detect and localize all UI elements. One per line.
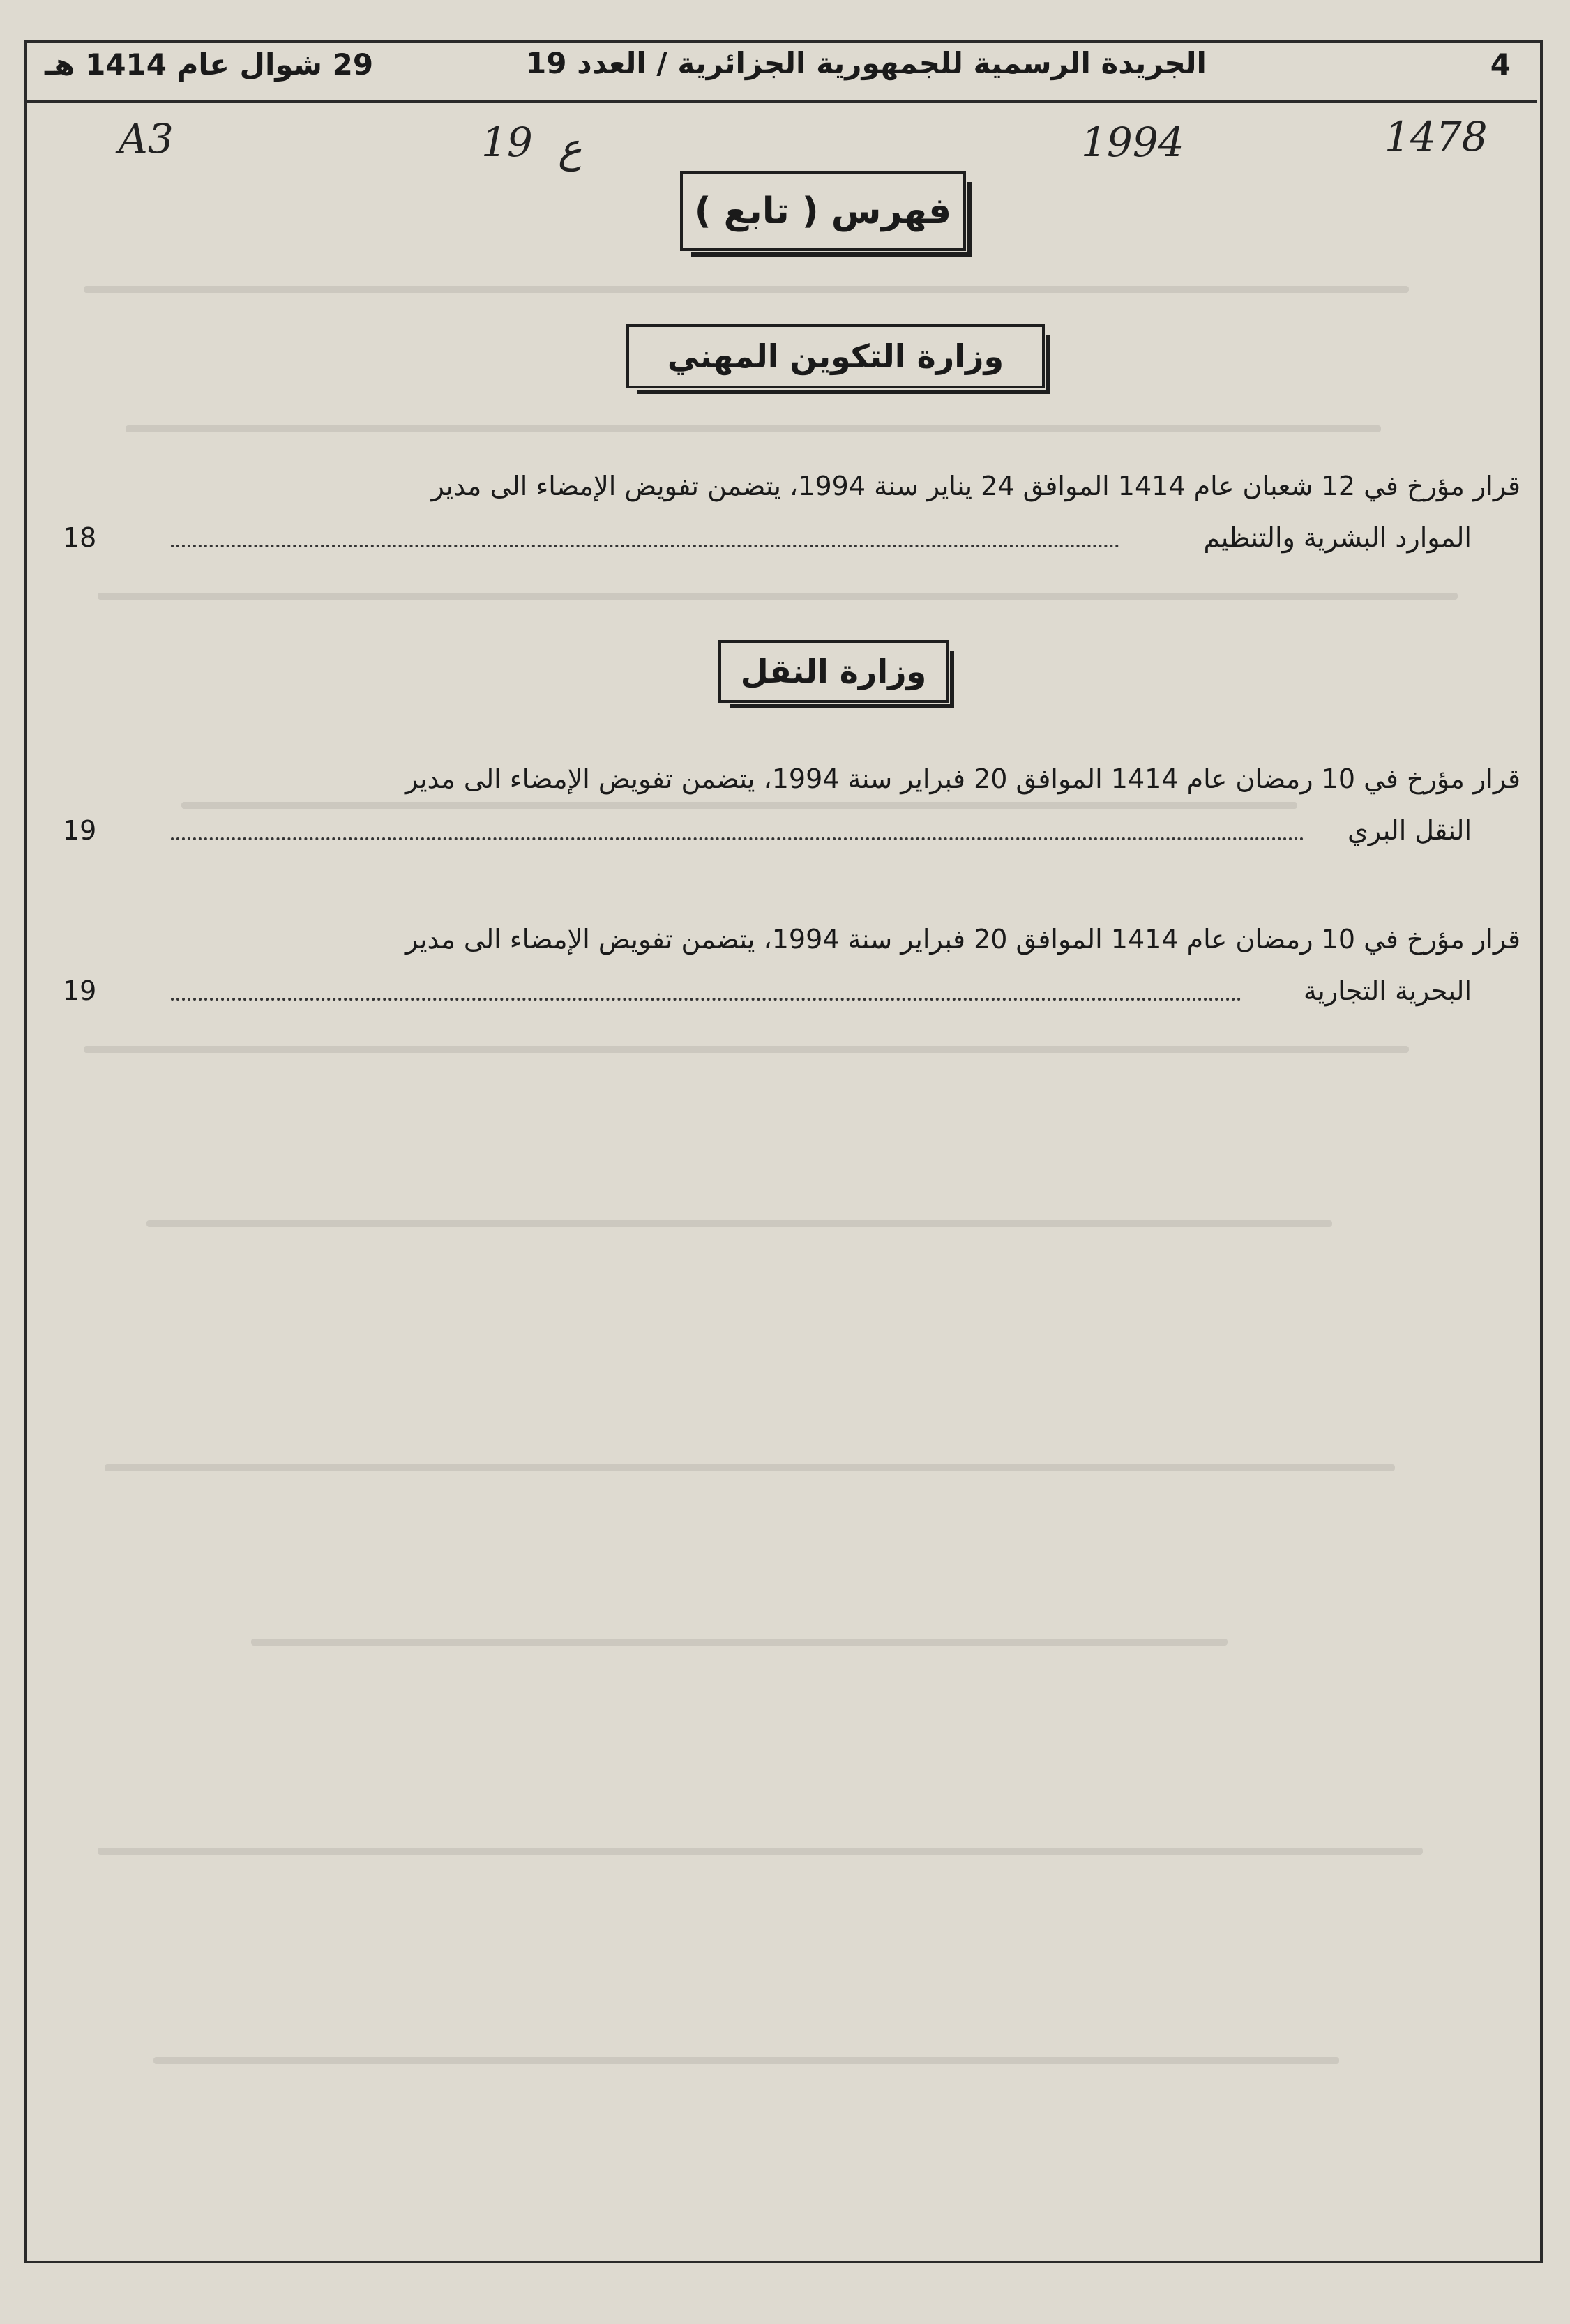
entry-subject: البحرية التجارية — [1303, 975, 1472, 1006]
issue-date: 29 شوال عام 1414 هـ — [45, 47, 374, 82]
entry-subject: الموارد البشرية والتنظيم — [1203, 522, 1472, 553]
section-heading-text: وزارة التكوين المهني — [667, 337, 1004, 375]
entry-line-1: قرار مؤرخ في 12 شعبان عام 1414 الموافق 24 يناير سنة 1994، يتضمن تفويض الإمضاء الى مدير — [431, 471, 1520, 501]
entry-page: 18 — [63, 522, 97, 553]
entry-line-2 — [63, 512, 1520, 563]
index-title — [680, 171, 966, 251]
entry-page: 19 — [63, 975, 97, 1006]
section-heading-text: وزارة النقل — [740, 653, 927, 690]
entry-line-2 — [63, 805, 1520, 856]
page-number: 4 — [1490, 47, 1511, 82]
section-heading-transport — [718, 640, 949, 703]
entry-line-1: قرار مؤرخ في 10 رمضان عام 1414 الموافق 20 فبراير سنة 1994، يتضمن تفويض الإمضاء الى مدير — [405, 764, 1520, 794]
index-entry — [63, 753, 1520, 856]
leader-dots — [171, 998, 1241, 1001]
running-header — [24, 40, 1537, 103]
handwritten-year: 1994 — [1081, 119, 1184, 166]
entry-page: 19 — [63, 815, 97, 846]
index-title-text: فهرس ( تابع ) — [694, 190, 952, 232]
leader-dots — [171, 837, 1304, 840]
section-heading-vocational-training — [626, 324, 1045, 388]
entry-line-1: قرار مؤرخ في 10 رمضان عام 1414 الموافق 20 فبراير سنة 1994، يتضمن تفويض الإمضاء الى مدير — [405, 924, 1520, 955]
handwritten-a3: A3 — [119, 115, 174, 162]
entry-line-2 — [63, 965, 1520, 1017]
entry-subject: النقل البري — [1348, 815, 1472, 846]
handwritten-glyph: ع — [558, 124, 582, 172]
index-entry — [63, 913, 1520, 1017]
handwritten-ref: 1478 — [1384, 113, 1488, 160]
journal-title: الجريدة الرسمية للجمهورية الجزائرية / العدد 19 — [526, 46, 1207, 80]
index-entry — [63, 460, 1520, 563]
handwritten-number: 19 — [481, 119, 533, 166]
leader-dots — [171, 545, 1119, 547]
